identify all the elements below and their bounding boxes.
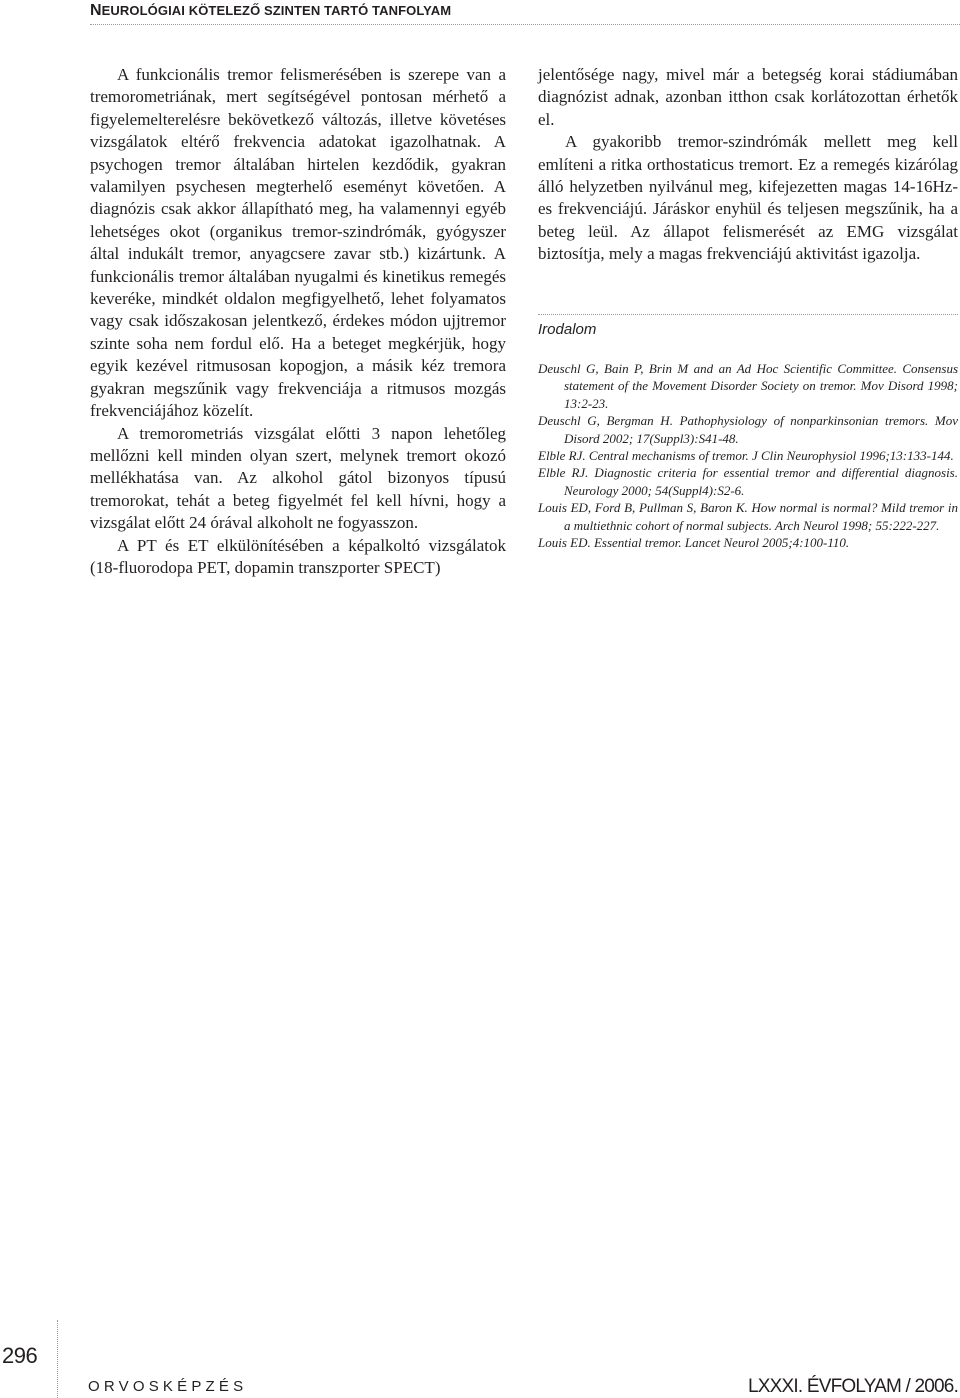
journal-name: ORVOSKÉPZÉS [88, 1378, 248, 1395]
reference-item: Deuschl G, Bain P, Brin M and an Ad Hoc Scientific Committee. Consensus statement of the Movement Disorder Society on tremor. Mov Disord 1998; 13:2-23. [538, 361, 958, 411]
right-column [538, 64, 958, 266]
running-header [90, 1, 960, 21]
references-divider [538, 314, 958, 315]
running-header-initial: N [90, 2, 102, 19]
body-paragraph: jelentősége nagy, mivel már a betegség korai stádiumában diagnózist adnak, azonban itthon csak korlátozottan érhetők el. [538, 65, 958, 129]
page-number-divider [57, 1320, 58, 1398]
body-paragraph: A funkcionális tremor felismerésében is szerepe van a tremorometriának, mert segítségével pontosan mérhető a figyelemelterelésre bekövetkező változás, illetve követéses vizsgálatok eltérő frekvencia adatokat igazolhatnak. A psychogen tremor általában hirtelen kezdődik, gyakran valamilyen psychesen megterhelő eseményt követően. A diagnózis csak akkor állapítható meg, ha valamennyi egyéb lehetséges okot (organikus tremor-szindrómák, gyógyszer által indukált tremor, anyagcsere zavar stb.) kizártunk. A funkcionális tremor általában nyugalmi és kinetikus remegés keveréke, mindkét oldalon megfigyelhető, lehet folyamatos vagy csak időszakosan jelentkező, érdekes módon ujjtremor szinte soha nem fordul elő. Ha a beteget megkérjük, hogy egyik kezével ritmusosan kopogjon, a másik kéz tremora gyakran megszűnik vagy frekvenciája a ritmusos mozgás frekvenciájához közelít. [90, 65, 506, 421]
body-paragraph: A PT és ET elkülönítésében a képalkoltó vizsgálatok (18-fluorodopa PET, dopamin transzporter SPECT) [90, 535, 506, 577]
reference-item: Louis ED. Essential tremor. Lancet Neurol 2005;4:100-110. [538, 535, 850, 551]
header-divider [90, 24, 960, 25]
reference-item: Louis ED, Ford B, Pullman S, Baron K. How normal is normal? Mild tremor in a multiethnic cohort of normal subjects. Arch Neurol 1998; 55:222-227. [538, 500, 958, 533]
reference-item: Deuschl G, Bergman H. Pathophysiology of nonparkinsonian tremors. Mov Disord 2002; 17(Suppl3):S41-48. [538, 413, 958, 446]
running-header-text: EUROLÓGIAI KÖTELEZŐ SZINTEN TARTÓ TANFOLYAM [101, 3, 452, 18]
reference-item: Elble RJ. Central mechanisms of tremor. J Clin Neurophysiol 1996;13:133-144. [538, 448, 954, 464]
left-column [90, 64, 506, 579]
body-paragraph: A tremorometriás vizsgálat előtti 3 napon lehetőleg mellőzni kell minden olyan szert, melynek tremort okozó mellékhatása van. Az alkohol gátol bizonyos típusú tremorokat, tehát a beteg figyelmét fel kell hívni, hogy a vizsgálat előtt 24 órával alkoholt ne fogyasszon. [90, 423, 506, 533]
references-list [538, 360, 958, 551]
body-paragraph: A gyakoribb tremor-szindrómák mellett meg kell említeni a ritka orthostaticus tremort. Ez a remegés kizárólag álló helyzetben nyilvánul meg, kifejezetten magas 14-16Hz-es frekvenciájú. Járáskor enyhül és teljesen megszűnik, ha a beteg leül. Az állapot felismerését az EMG vizsgálat biztosítja, mely a magas frekvenciájú aktivitást igazolja. [538, 132, 958, 264]
reference-item: Elble RJ. Diagnostic criteria for essential tremor and differential diagnosis. Neurology 2000; 54(Suppl4):S2-6. [538, 465, 958, 498]
references-title: Irodalom [538, 321, 597, 338]
page-number: 296 [2, 1343, 38, 1368]
journal-volume: LXXXI. ÉVFOLYAM / 2006. [748, 1376, 959, 1397]
